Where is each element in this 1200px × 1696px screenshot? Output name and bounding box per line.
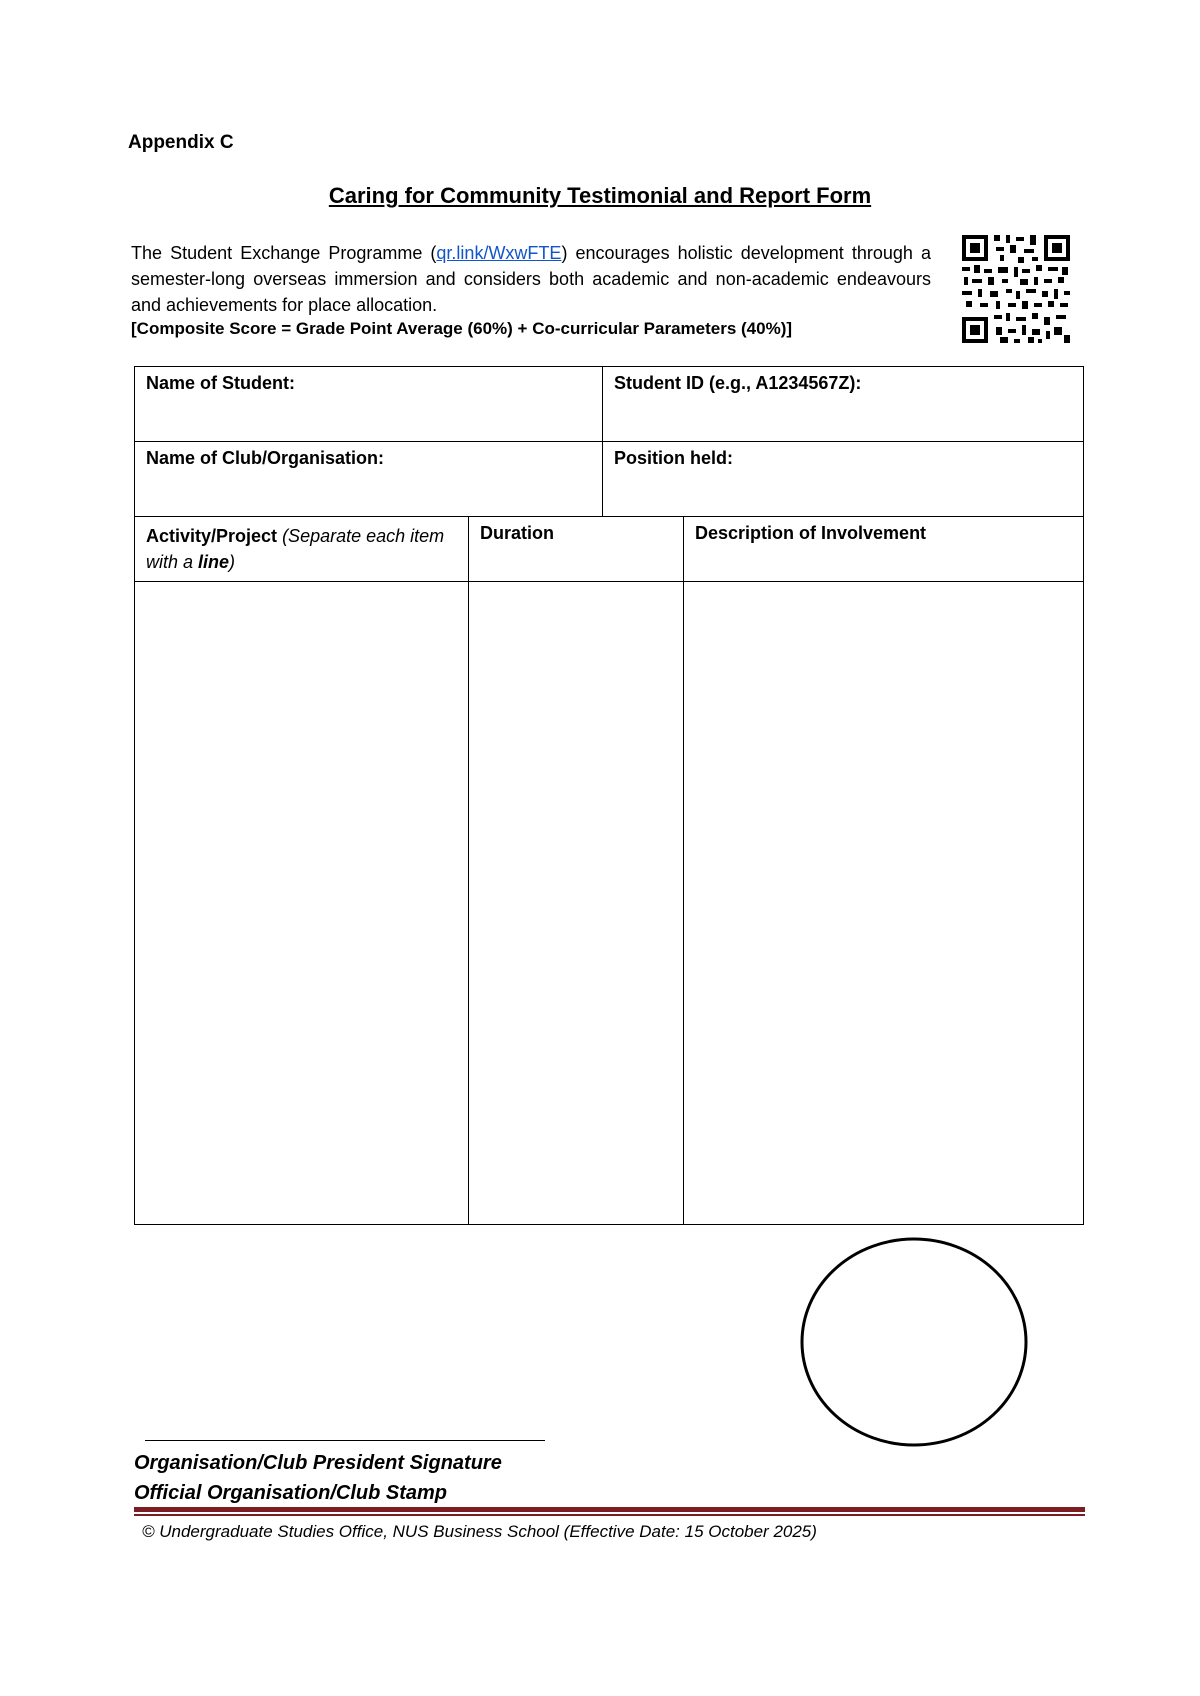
intro-text-after: ) encourages holistic development through a semester-long overseas immersion and considers both academic and non-academic endeavours and achievements for place allocation.: [131, 243, 931, 315]
footer-divider-thick: [134, 1507, 1085, 1512]
activity-entry-row: [135, 582, 1084, 1225]
activity-hint-1: (Separate each item with a: [146, 526, 445, 572]
footer-divider-thin: [134, 1514, 1085, 1516]
description-label: Description of Involvement: [695, 523, 927, 543]
duration-label: Duration: [480, 523, 554, 543]
stamp-circle[interactable]: [800, 1236, 1028, 1448]
composite-score-note: [Composite Score = Grade Point Average (60%) + Co-curricular Parameters (40%)]: [131, 319, 793, 338]
appendix-label: Appendix C: [128, 132, 234, 153]
duration-header-cell: [469, 517, 684, 582]
duration-entry-cell[interactable]: [469, 582, 684, 1225]
footer-copyright: © Undergraduate Studies Office, NUS Business School (Effective Date: 15 October 2025): [142, 1522, 817, 1541]
activity-hint-3: ): [229, 552, 236, 572]
student-id-label: Student ID (e.g., A1234567Z):: [614, 373, 862, 393]
position-label: Position held:: [614, 448, 734, 468]
description-entry-cell[interactable]: [684, 582, 1084, 1225]
president-signature-label: Organisation/Club President Signature: [134, 1452, 502, 1474]
signature-line[interactable]: [145, 1440, 545, 1441]
club-info-row: [135, 442, 1084, 517]
qr-code-icon: [960, 233, 1072, 345]
activity-header-row: [135, 517, 1084, 582]
student-info-row: [135, 367, 1084, 442]
report-form-table: [134, 366, 1084, 1225]
activity-header-cell: [135, 517, 469, 582]
intro-paragraph: [131, 240, 931, 318]
programme-link[interactable]: qr.link/WxwFTE: [436, 243, 562, 263]
page-title: [0, 183, 1200, 209]
student-id-cell[interactable]: [603, 367, 1084, 442]
position-cell[interactable]: [603, 442, 1084, 517]
student-name-label: Name of Student:: [146, 373, 296, 393]
activity-hint-line: line: [198, 552, 230, 572]
official-stamp-label: Official Organisation/Club Stamp: [134, 1482, 448, 1504]
title-text: Caring for Community Testimonial and Report Form: [328, 183, 872, 208]
activity-entry-cell[interactable]: [135, 582, 469, 1225]
intro-text-before: The Student Exchange Programme (: [131, 243, 437, 263]
student-name-cell[interactable]: [135, 367, 603, 442]
activity-label: Activity/Project: [146, 526, 278, 546]
club-name-cell[interactable]: [135, 442, 603, 517]
signature-labels: [134, 1448, 502, 1508]
description-header-cell: [684, 517, 1084, 582]
club-name-label: Name of Club/Organisation:: [146, 448, 385, 468]
